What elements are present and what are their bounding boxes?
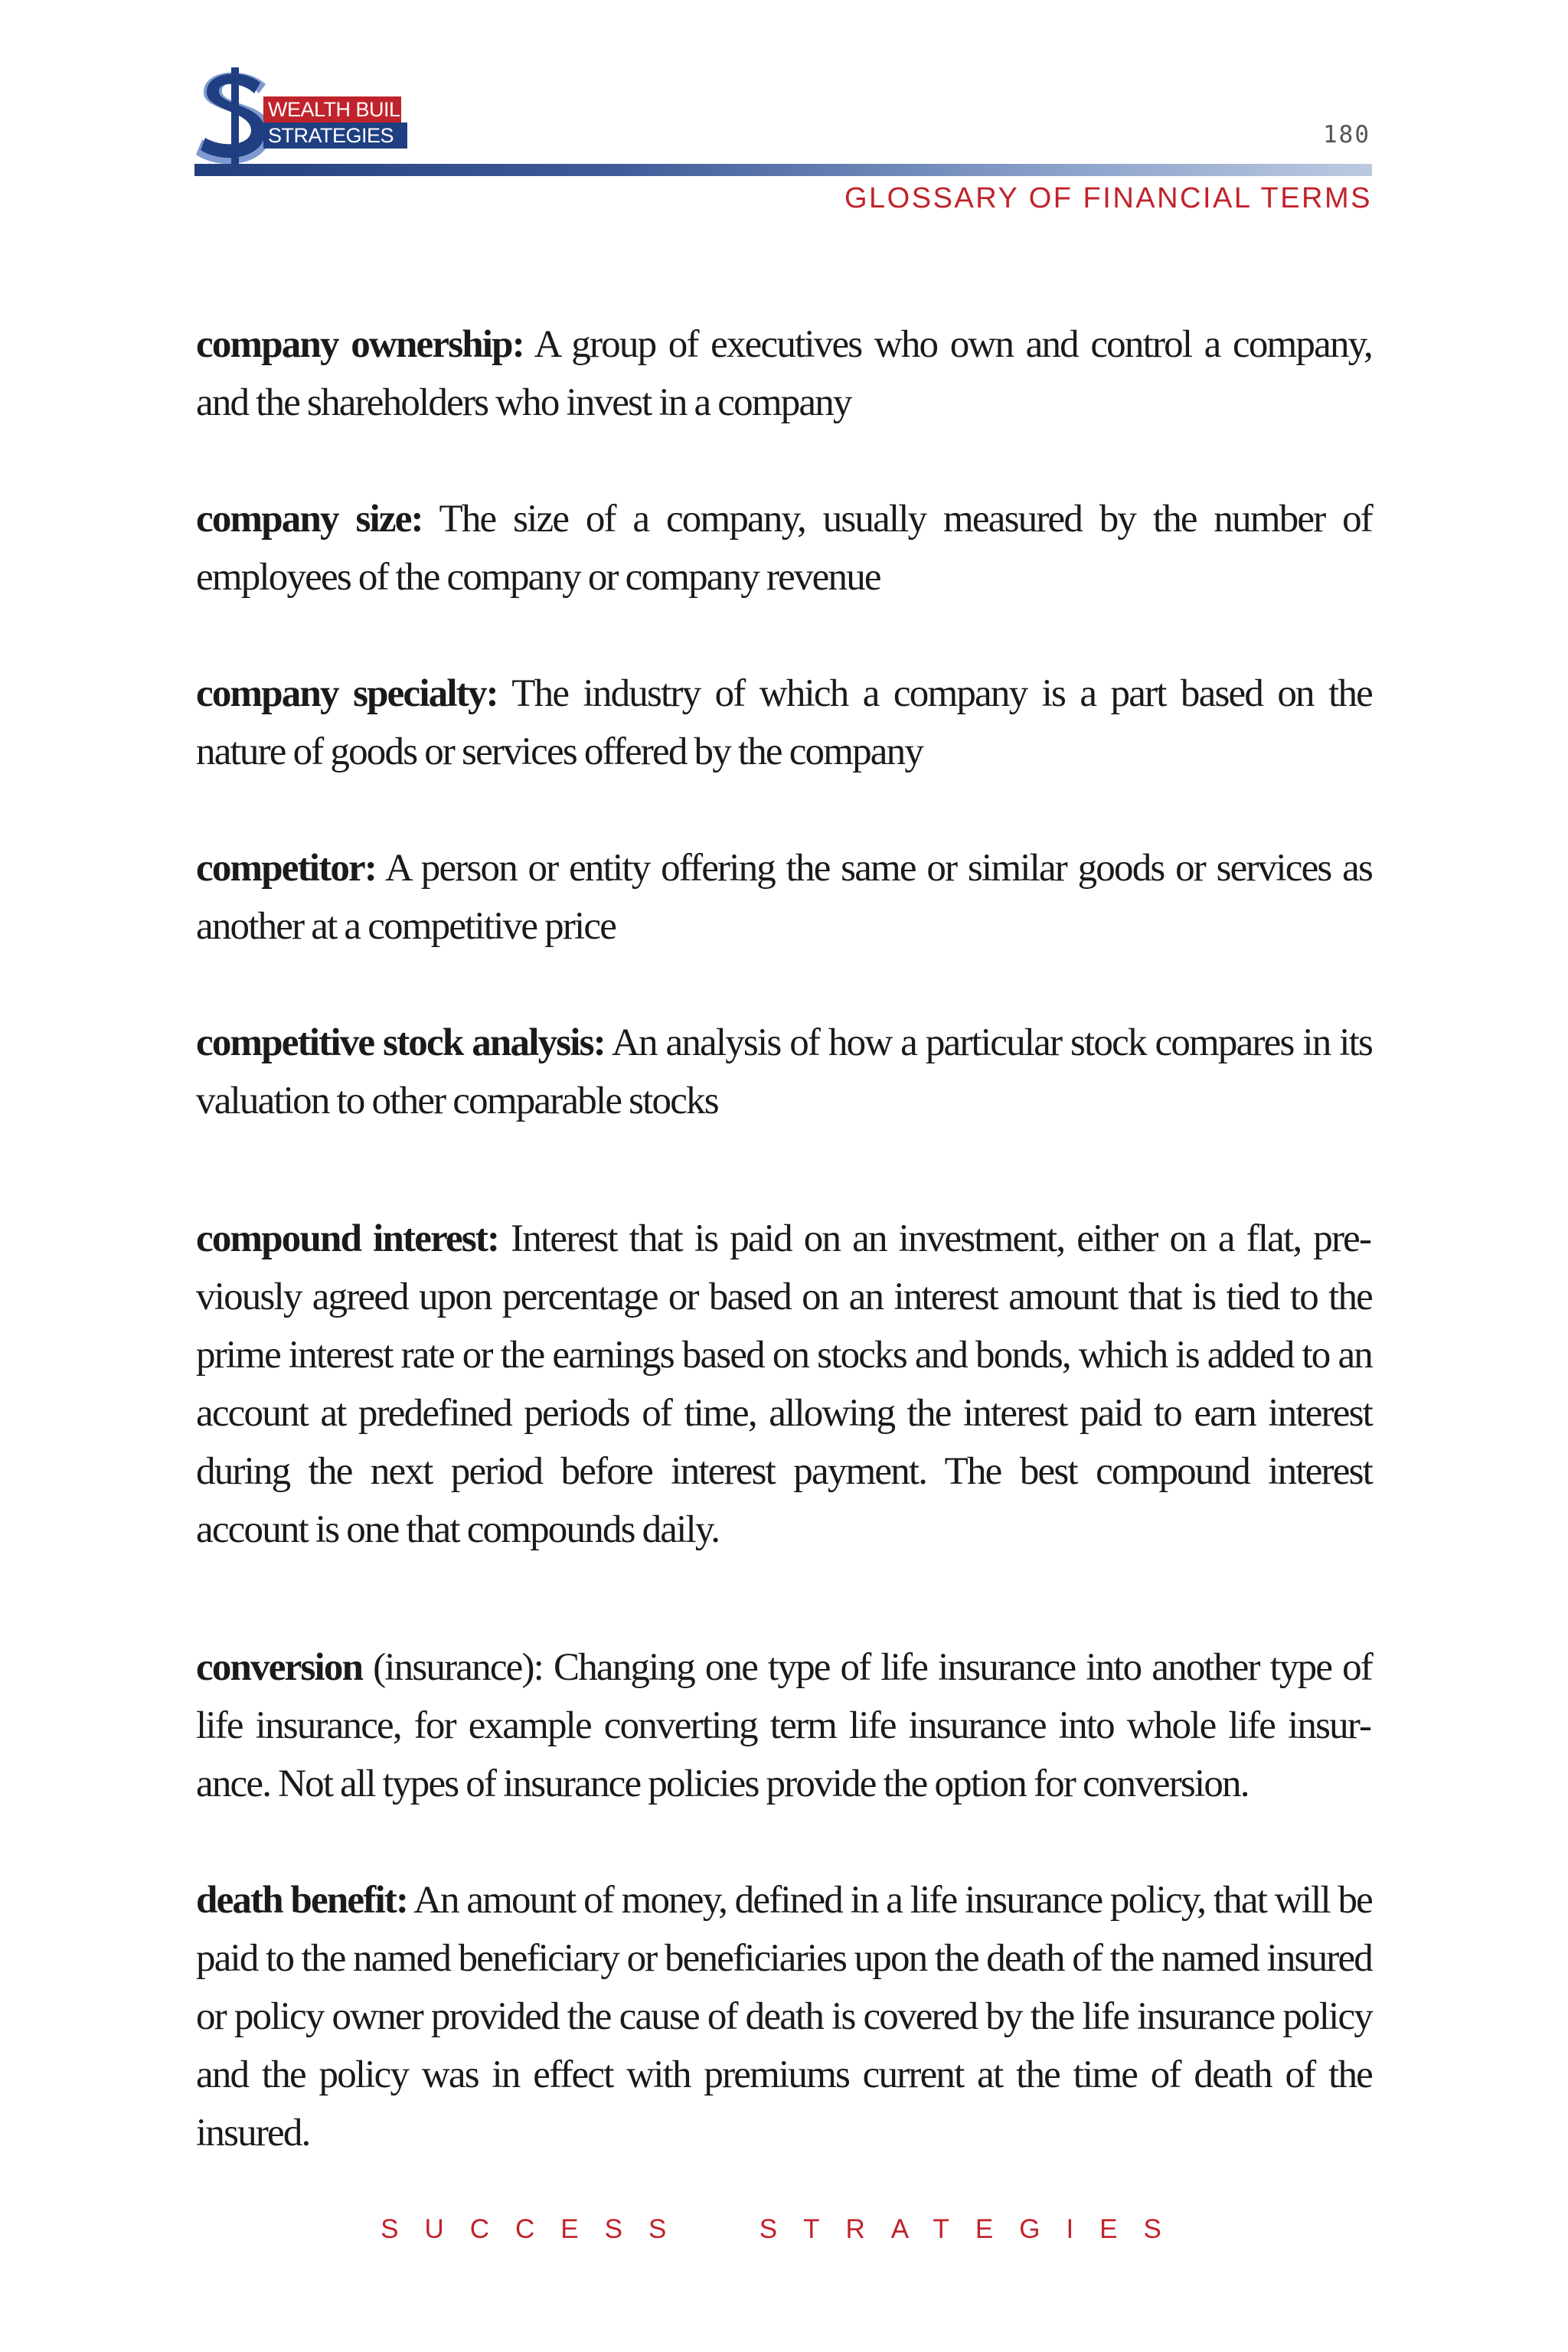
logo-text-strategies: STRATEGIES xyxy=(263,122,407,149)
glossary-definition: The industry of which a company is a part based on the nature of goods or services offered by the company xyxy=(196,672,1372,773)
header-divider-bar xyxy=(194,164,1372,176)
glossary-entry-conversion xyxy=(196,1638,1372,1813)
glossary-definition: The size of a company, usually measured by the number of employees of the company or company revenue xyxy=(196,498,1372,599)
glossary-definition: A person or entity offering the same or similar goods or services as another at a competitive price xyxy=(196,847,1372,948)
glossary-entry-company-specialty xyxy=(196,665,1372,781)
glossary-entry-company-size xyxy=(196,490,1372,606)
glossary-term: competitor: xyxy=(196,847,377,890)
footer-success-strategies: SUCCESS STRATEGIES xyxy=(381,2214,1187,2244)
glossary-list xyxy=(196,315,1372,2220)
glossary-definition: Interest that is paid on an investment, either on a flat, previously agreed upon percentage or based on an interest amount that is tied to the prime interest rate or the earnings based on stocks and bonds, which is added to an account at predefined periods of time, allowing the interest paid to earn interest during the next period before interest payment. The best compound interest account is one that compounds daily. xyxy=(196,1217,1372,1551)
glossary-definition: An analysis of how a particular stock compares in its valuation to other comparable stocks xyxy=(196,1021,1372,1122)
glossary-term: company ownership: xyxy=(196,323,524,366)
glossary-entry-competitive-stock-analysis xyxy=(196,1014,1372,1130)
glossary-definition: An amount of money, defined in a life insurance policy, that will be paid to the named beneficiary or beneficiaries upon the death of the named insured or policy owner provided the cause of death is covered by the life insurance policy and the policy was in effect with premiums current at the time of death of the insured. xyxy=(196,1879,1372,2154)
glossary-entry-death-benefit xyxy=(196,1871,1372,2162)
page-number: 180 xyxy=(1323,121,1370,149)
glossary-term: death benefit: xyxy=(196,1879,408,1922)
glossary-term: competitive stock analysis: xyxy=(196,1021,605,1064)
glossary-entry-competitor xyxy=(196,839,1372,956)
glossary-term: company specialty: xyxy=(196,672,498,715)
glossary-term: conversion xyxy=(196,1646,363,1689)
glossary-term: company size: xyxy=(196,498,423,541)
logo-text-wealth-building: WEALTH BUILDING xyxy=(263,96,401,122)
glossary-definition: A group of executives who own and control a company, and the shareholders who invest in a company xyxy=(196,323,1372,424)
glossary-term: compound interest: xyxy=(196,1217,499,1260)
wealth-building-strategies-logo xyxy=(193,67,451,167)
section-title: GLOSSARY OF FINANCIAL TERMS xyxy=(844,182,1372,214)
glossary-definition: (insurance): Changing one type of life insurance into another type of life insurance, for example converting term life insurance into whole life insurance. Not all types of insurance policies provide the option for conversion. xyxy=(196,1646,1372,1805)
glossary-entry-compound-interest xyxy=(196,1210,1372,1559)
glossary-entry-company-ownership xyxy=(196,315,1372,432)
